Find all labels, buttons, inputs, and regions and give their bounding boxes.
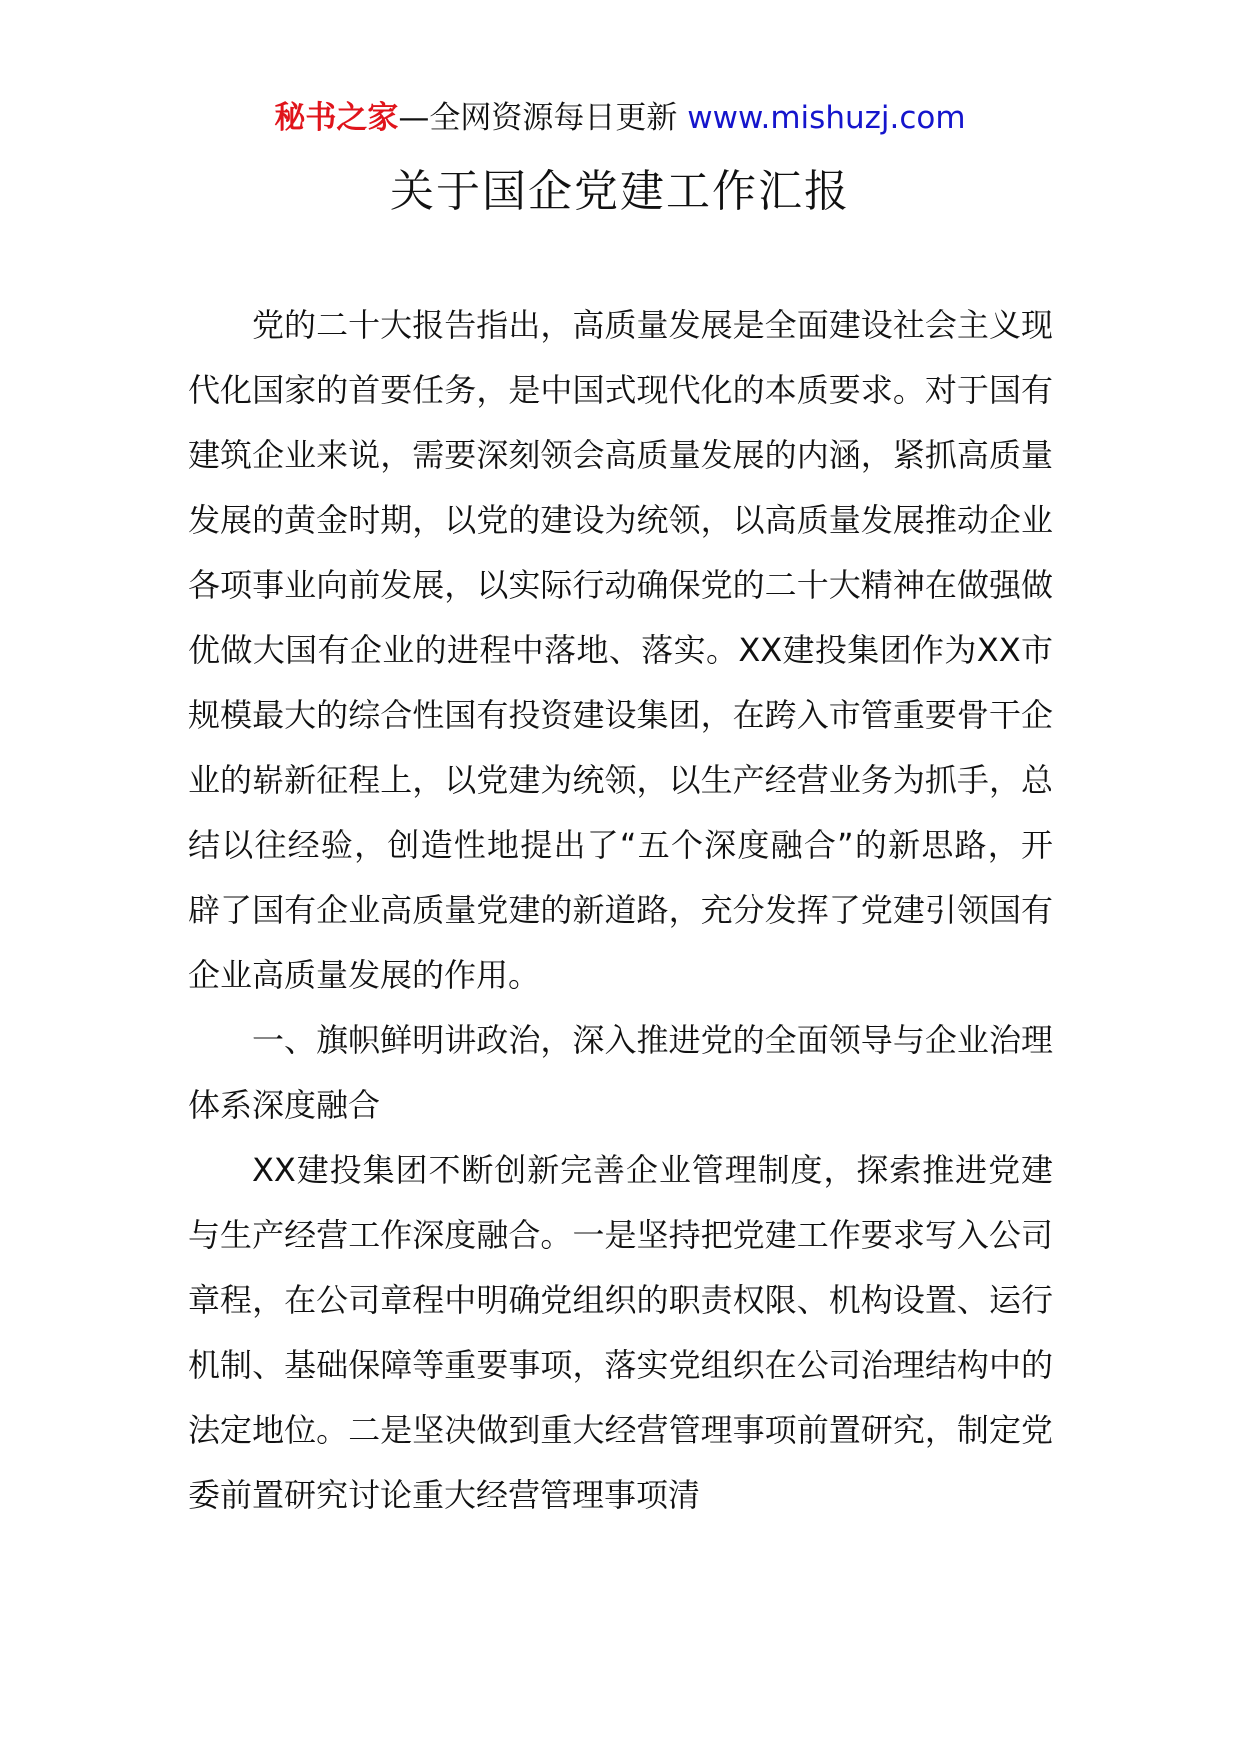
section-1-paragraph: XX建投集团不断创新完善企业管理制度，探索推进党建与生产经营工作深度融合。一是坚持把党建工作要求写入公司章程，在公司章程中明确党组织的职责权限、机构设置、运行机制、基础保障等重要事项，落实党组织在公司治理结构中的法定地位。二是坚决做到重大经营管理事项前置研究，制定党委前置研究讨论重大经营管理事项清 <box>188 1151 1053 1514</box>
site-header <box>0 98 1240 138</box>
header-tagline: —全网资源每日更新 <box>398 100 678 136</box>
brand-name: 秘书之家 <box>274 100 399 136</box>
document-body <box>188 293 1053 1528</box>
document-title: 关于国企党建工作汇报 <box>390 166 850 217</box>
intro-paragraph: 党的二十大报告指出，高质量发展是全面建设社会主义现代化国家的首要任务，是中国式现代化的本质要求。对于国有建筑企业来说，需要深刻领会高质量发展的内涵，紧抓高质量发展的黄金时期，以党的建设为统领，以高质量发展推动企业各项事业向前发展，以实际行动确保党的二十大精神在做强做优做大国有企业的进程中落地、落实。XX建投集团作为XX市规模最大的综合性国有投资建设集团，在跨入市管重要骨干企业的崭新征程上，以党建为统领，以生产经营业务为抓手，总结以往经验，创造性地提出了“五个深度融合”的新思路，开辟了国有企业高质量党建的新道路，充分发挥了党建引领国有企业高质量发展的作用。 <box>188 306 1053 994</box>
section-heading-1: 一、旗帜鲜明讲政治，深入推进党的全面领导与企业治理体系深度融合 <box>188 1021 1053 1124</box>
site-url-link[interactable]: www.mishuzj.com <box>687 100 966 136</box>
